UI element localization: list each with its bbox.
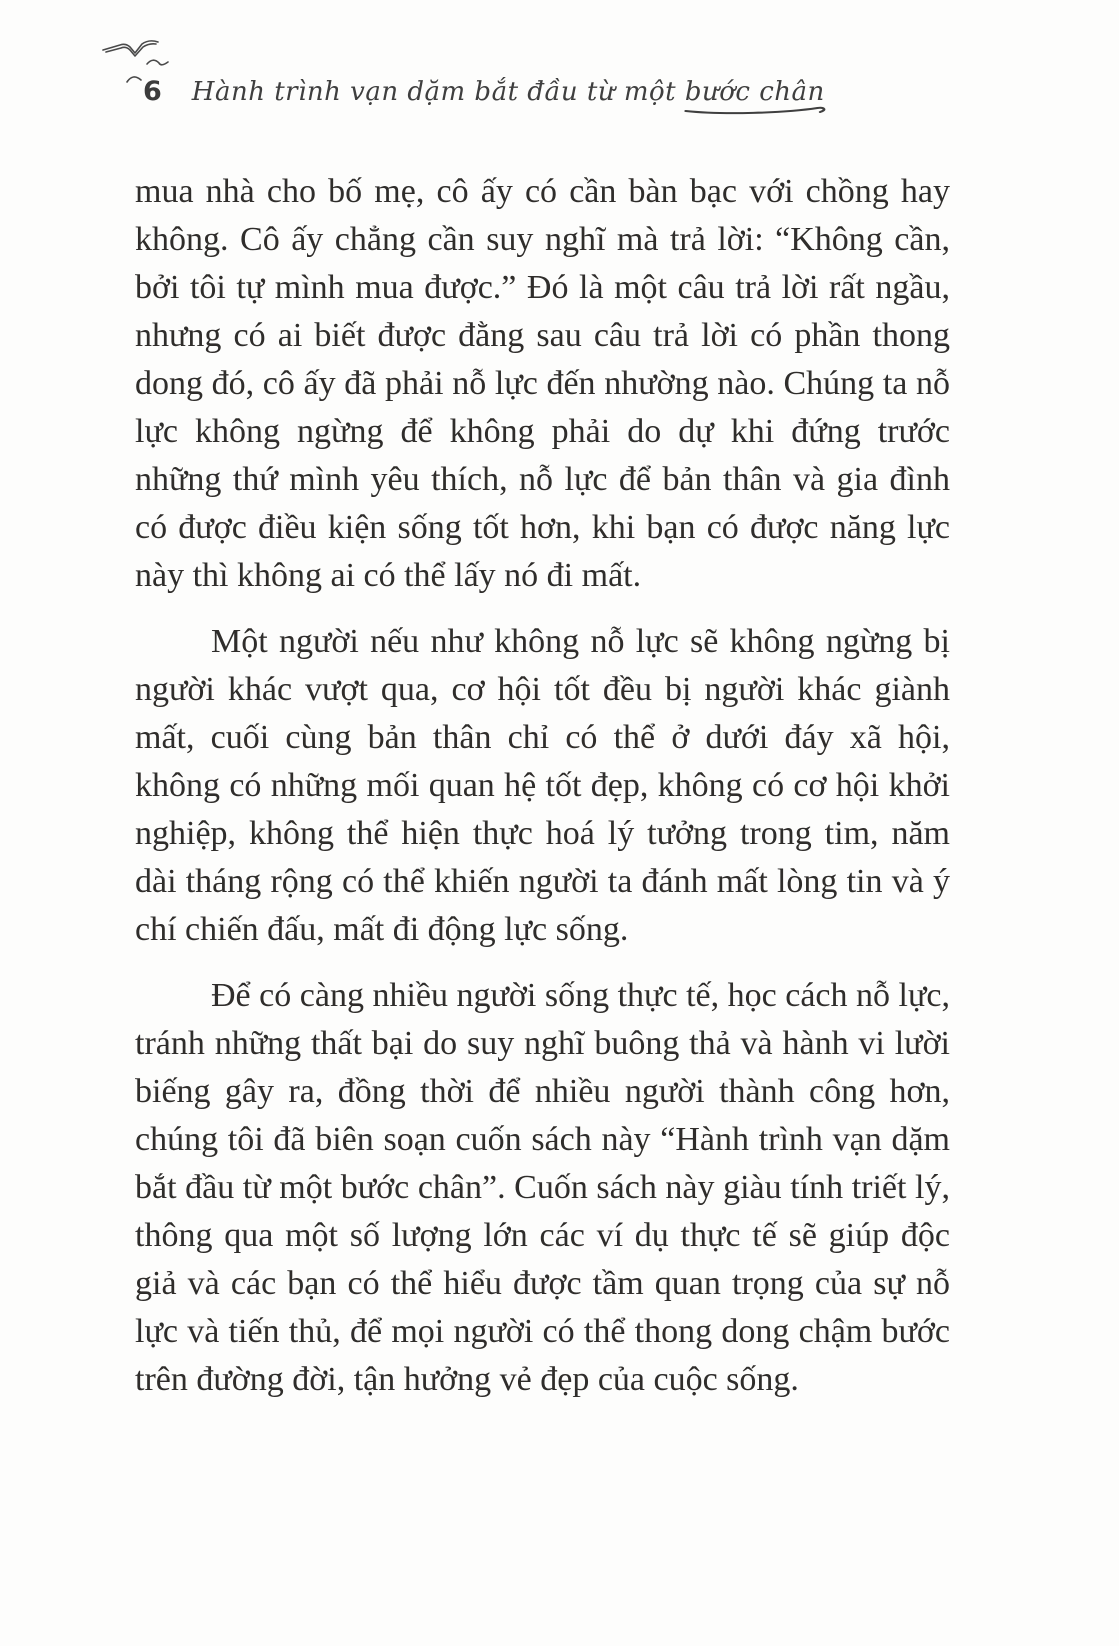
page-header bbox=[143, 76, 825, 107]
page-number: 6 bbox=[143, 76, 162, 107]
seagull-medium-icon bbox=[147, 60, 168, 65]
running-title-underlined bbox=[685, 77, 825, 107]
hand-drawn-underline-icon bbox=[683, 104, 831, 116]
running-title bbox=[192, 77, 825, 107]
paragraph: Để có càng nhiều người sống thực tế, học cách nỗ lực, tránh những thất bại do suy nghĩ buông thả và hành vi lười biếng gây ra, đồng thời để nhiều người thành công hơn, chúng tôi đã biên soạn cuốn sách này “Hành trình vạn dặm bắt đầu từ một bước chân”. Cuốn sách này giàu tính triết lý, thông qua một số lượng lớn các ví dụ thực tế sẽ giúp độc giả và các bạn có thể hiểu được tầm quan trọng của sự nỗ lực và tiến thủ, để mọi người có thể thong dong chậm bước trên đường đời, tận hưởng vẻ đẹp của cuộc sống. bbox=[135, 977, 950, 1398]
paragraph: mua nhà cho bố mẹ, cô ấy có cần bàn bạc với chồng hay không. Cô ấy chẳng cần suy nghĩ mà trả lời: “Không cần, bởi tôi tự mình mua được.” Đó là một câu trả lời rất ngầu, nhưng có ai biết được đằng sau câu trả lời có phần thong dong đó, cô ấy đã phải nỗ lực đến nhường nào. Chúng ta nỗ lực không ngừng để không phải do dự khi đứng trước những thứ mình yêu thích, nỗ lực để bản thân và gia đình có được điều kiện sống tốt hơn, khi bạn có được năng lực này thì không ai có thể lấy nó đi mất. bbox=[135, 173, 950, 594]
page-body bbox=[135, 168, 950, 1422]
seagull-small-icon bbox=[127, 77, 141, 82]
running-title-text: Hành trình vạn dặm bắt đầu từ một bbox=[191, 77, 685, 107]
running-title-underlined-text: bước chân bbox=[684, 77, 825, 107]
paragraph: Một người nếu như không nỗ lực sẽ không ngừng bị người khác vượt qua, cơ hội tốt đều bị người khác giành mất, cuối cùng bản thân chỉ có thể ở dưới đáy xã hội, không có những mối quan hệ tốt đẹp, không có cơ hội khởi nghiệp, không thể hiện thực hoá lý tưởng trong tim, năm dài tháng rộng có thể khiến người ta đánh mất lòng tin và ý chí chiến đấu, mất đi động lực sống. bbox=[135, 623, 950, 948]
